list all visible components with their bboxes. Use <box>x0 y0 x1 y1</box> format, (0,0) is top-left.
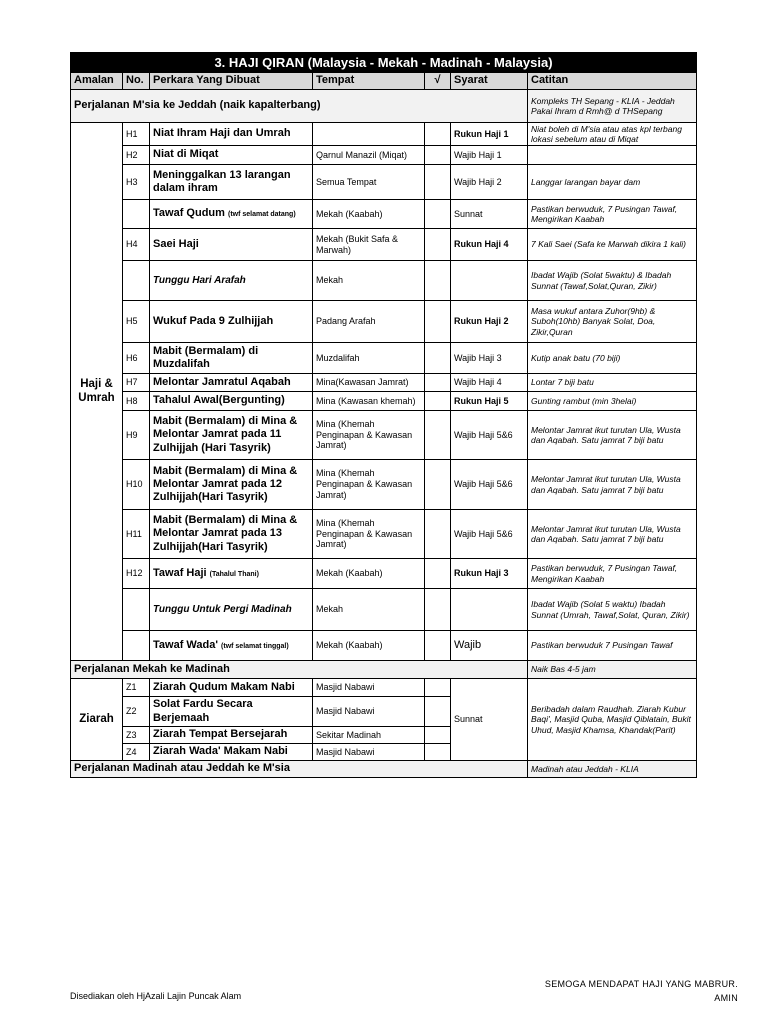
row-number <box>123 631 150 661</box>
table-row <box>71 165 697 200</box>
group-haji-umrah: Haji & Umrah <box>71 123 123 661</box>
footer-closing <box>545 978 738 1005</box>
row-tempat: Mina(Kawasan Jamrat) <box>313 374 425 392</box>
perkara-cell <box>150 343 313 374</box>
perkara-cell <box>150 631 313 661</box>
perkara-cell <box>150 200 313 229</box>
row-check <box>425 631 451 661</box>
row-tempat: Mina (Khemah Penginapan & Kawasan Jamrat) <box>313 460 425 510</box>
row-check <box>425 165 451 200</box>
perkara-cell <box>150 374 313 392</box>
header-perkara: Perkara Yang Dibuat <box>150 73 313 90</box>
row-catitan <box>528 146 697 165</box>
table-row <box>71 200 697 229</box>
row-catitan: Langgar larangan bayar dam <box>528 165 697 200</box>
header-syarat: Syarat <box>451 73 528 90</box>
row-check <box>425 460 451 510</box>
row-tempat: Mekah <box>313 589 425 631</box>
row-syarat: Rukun Haji 2 <box>451 301 528 343</box>
perkara-text: Niat Ihram Haji dan Umrah <box>153 127 291 140</box>
perkara-cell: Ziarah Wada' Makam Nabi <box>150 744 313 761</box>
row-syarat: Wajib Haji 5&6 <box>451 510 528 559</box>
section-row <box>71 761 697 778</box>
perkara-note: (Tahalul Thani) <box>209 570 259 578</box>
row-tempat <box>313 123 425 146</box>
row-syarat: Wajib Haji 2 <box>451 165 528 200</box>
row-check <box>425 679 451 697</box>
ziarah-catitan: Beribadah dalam Raudhah. Ziarah Kubur Baqi', Masjid Quba, Masjid Qiblatain, Bukit Uhud, Masjid Khamsa, Khandak(Parit) <box>528 679 697 761</box>
row-tempat: Mekah (Bukit Safa & Marwah) <box>313 229 425 261</box>
row-number: H7 <box>123 374 150 392</box>
table-row <box>71 301 697 343</box>
table-row <box>71 392 697 411</box>
row-catitan: Niat boleh di M'sia atau atas kpl terbang lokasi sebelum atau di Miqat <box>528 123 697 146</box>
row-catitan: Ibadat Wajib (Solat 5waktu) & Ibadah Sunnat (Tawaf,Solat,Quran, Zikir) <box>528 261 697 301</box>
perkara-cell <box>150 165 313 200</box>
row-check <box>425 123 451 146</box>
row-tempat: Masjid Nabawi <box>313 679 425 697</box>
row-syarat: Rukun Haji 3 <box>451 559 528 589</box>
perkara-text: Mabit (Bermalam) di Muzdalifah <box>153 344 259 370</box>
row-check <box>425 392 451 411</box>
row-check <box>425 200 451 229</box>
row-catitan: 7 Kali Saei (Safa ke Marwah dikira 1 kali) <box>528 229 697 261</box>
perkara-cell <box>150 411 313 460</box>
row-syarat: Wajib Haji 5&6 <box>451 460 528 510</box>
header-amalan: Amalan <box>71 73 123 90</box>
header-check: √ <box>425 73 451 90</box>
row-tempat: Mekah (Kaabah) <box>313 631 425 661</box>
row-number: H11 <box>123 510 150 559</box>
row-syarat <box>451 589 528 631</box>
section-title-madinah-msia: Perjalanan Madinah atau Jeddah ke M'sia <box>71 761 528 778</box>
perkara-text: Wukuf Pada 9 Zulhijjah <box>153 314 274 327</box>
table-row <box>71 343 697 374</box>
row-check <box>425 727 451 744</box>
table-row <box>71 123 697 146</box>
perkara-text: Niat di Miqat <box>153 148 219 161</box>
row-number: H1 <box>123 123 150 146</box>
row-tempat: Muzdalifah <box>313 343 425 374</box>
row-number: Z2 <box>123 697 150 727</box>
perkara-cell <box>150 301 313 343</box>
row-syarat: Wajib <box>451 631 528 661</box>
footer-closing-line2: AMIN <box>714 992 738 1003</box>
row-catitan: Ibadat Wajib (Solat 5 waktu) Ibadah Sunnat (Umrah, Tawaf,Solat, Quran, Zikir) <box>528 589 697 631</box>
row-syarat: Wajib Haji 3 <box>451 343 528 374</box>
table-row <box>71 460 697 510</box>
header-no: No. <box>123 73 150 90</box>
footer-closing-line1: SEMOGA MENDAPAT HAJI YANG MABRUR. <box>544 979 738 989</box>
section-row <box>71 661 697 679</box>
row-number <box>123 589 150 631</box>
row-check <box>425 146 451 165</box>
row-number <box>123 261 150 301</box>
table-row <box>71 411 697 460</box>
row-check <box>425 229 451 261</box>
perkara-text: Mabit (Bermalam) di Mina & Melontar Jamrat pada 12 Zulhijjah(Hari Tasyrik) <box>153 464 298 504</box>
row-number: H5 <box>123 301 150 343</box>
table-row <box>71 229 697 261</box>
perkara-text: Mabit (Bermalam) di Mina & Melontar Jamrat pada 13 Zulhijjah(Hari Tasyrik) <box>153 514 298 553</box>
row-tempat: Sekitar Madinah <box>313 727 425 744</box>
perkara-cell <box>150 392 313 411</box>
row-check <box>425 301 451 343</box>
perkara-text: Meninggalkan 13 larangan dalam ihram <box>153 168 291 194</box>
row-check <box>425 589 451 631</box>
perkara-cell <box>150 261 313 301</box>
table-row <box>71 510 697 559</box>
row-syarat <box>451 261 528 301</box>
row-number: H10 <box>123 460 150 510</box>
row-catitan: Pastikan berwuduk, 7 Pusingan Tawaf, Mengirikan Kaabah <box>528 559 697 589</box>
row-tempat: Mekah <box>313 261 425 301</box>
row-syarat: Sunnat <box>451 200 528 229</box>
row-number: H3 <box>123 165 150 200</box>
row-syarat: Rukun Haji 5 <box>451 392 528 411</box>
perkara-text: Tahalul Awal(Bergunting) <box>153 394 285 407</box>
row-check <box>425 697 451 727</box>
haji-qiran-table <box>70 52 697 778</box>
row-tempat: Mekah (Kaabah) <box>313 200 425 229</box>
perkara-cell: Solat Fardu Secara Berjemaah <box>150 697 313 727</box>
section-title-mekah-madinah: Perjalanan Mekah ke Madinah <box>71 661 528 679</box>
ziarah-syarat: Sunnat <box>451 679 528 761</box>
table-row <box>71 679 697 697</box>
perkara-note: (twf selamat datang) <box>227 211 296 219</box>
row-check <box>425 411 451 460</box>
row-number: H2 <box>123 146 150 165</box>
row-tempat: Masjid Nabawi <box>313 697 425 727</box>
table-row <box>71 261 697 301</box>
group-ziarah: Ziarah <box>71 679 123 761</box>
row-check <box>425 374 451 392</box>
table-row <box>71 559 697 589</box>
row-check <box>425 343 451 374</box>
perkara-note: (twf selamat tinggal) <box>221 642 289 650</box>
row-number: H4 <box>123 229 150 261</box>
row-number: H12 <box>123 559 150 589</box>
row-tempat: Mina (Khemah Penginapan & Kawasan Jamrat) <box>313 510 425 559</box>
row-syarat: Wajib Haji 4 <box>451 374 528 392</box>
row-tempat: Semua Tempat <box>313 165 425 200</box>
row-catitan: Pastikan berwuduk 7 Pusingan Tawaf <box>528 631 697 661</box>
row-tempat: Mekah (Kaabah) <box>313 559 425 589</box>
section-note-msia-jeddah: Kompleks TH Sepang - KLIA - Jeddah Pakai Ihram d Rmh@ d THSepang <box>528 90 697 123</box>
perkara-cell <box>150 510 313 559</box>
row-number <box>123 200 150 229</box>
row-catitan: Melontar Jamrat ikut turutan Ula, Wusta dan Aqabah. Satu jamrat 7 biji batu <box>528 411 697 460</box>
row-check <box>425 559 451 589</box>
section-note-mekah-madinah: Naik Bas 4-5 jam <box>528 661 697 679</box>
footer-prepared-by: Disediakan oleh HjAzali Lajin Puncak Alam <box>70 991 242 1001</box>
row-tempat: Masjid Nabawi <box>313 744 425 761</box>
perkara-text: Melontar Jamratul Aqabah <box>153 375 291 388</box>
row-syarat: Wajib Haji 5&6 <box>451 411 528 460</box>
row-catitan: Masa wukuf antara Zuhor(9hb) & Suboh(10hb) Banyak Solat, Doa, Zikir,Quran <box>528 301 697 343</box>
row-check <box>425 510 451 559</box>
perkara-text: Mabit (Bermalam) di Mina & Melontar Jamrat pada 11 Zulhijjah (Hari Tasyrik) <box>153 415 298 454</box>
perkara-text: Tawaf Qudum <box>153 207 225 220</box>
row-number: H6 <box>123 343 150 374</box>
row-tempat: Mina (Kawasan khemah) <box>313 392 425 411</box>
perkara-cell: Ziarah Tempat Bersejarah <box>150 727 313 744</box>
row-syarat: Rukun Haji 1 <box>451 123 528 146</box>
perkara-text: Tunggu Hari Arafah <box>153 274 246 286</box>
row-catitan: Kutip anak batu (70 biji) <box>528 343 697 374</box>
table-row <box>71 589 697 631</box>
perkara-cell <box>150 589 313 631</box>
perkara-cell <box>150 559 313 589</box>
row-catitan: Gunting rambut (min 3helai) <box>528 392 697 411</box>
row-tempat: Qarnul Manazil (Miqat) <box>313 146 425 165</box>
table-row <box>71 631 697 661</box>
perkara-text: Saei Haji <box>153 237 199 250</box>
table-row <box>71 374 697 392</box>
perkara-cell <box>150 460 313 510</box>
row-catitan: Pastikan berwuduk, 7 Pusingan Tawaf, Mengirikan Kaabah <box>528 200 697 229</box>
header-tempat: Tempat <box>313 73 425 90</box>
perkara-cell <box>150 229 313 261</box>
row-tempat: Mina (Khemah Penginapan & Kawasan Jamrat) <box>313 411 425 460</box>
row-tempat: Padang Arafah <box>313 301 425 343</box>
row-number: H9 <box>123 411 150 460</box>
row-syarat: Wajib Haji 1 <box>451 146 528 165</box>
row-syarat: Rukun Haji 4 <box>451 229 528 261</box>
section-title-msia-jeddah: Perjalanan M'sia ke Jeddah (naik kapalterbang) <box>71 90 528 123</box>
row-catitan: Melontar Jamrat ikut turutan Ula, Wusta dan Aqabah. Satu jamrat 7 biji batu <box>528 510 697 559</box>
table-title: 3. HAJI QIRAN (Malaysia - Mekah - Madinah - Malaysia) <box>71 53 697 73</box>
perkara-text: Tawaf Wada' <box>153 638 218 651</box>
row-catitan: Melontar Jamrat ikut turutan Ula, Wusta dan Aqabah. Satu jamrat 7 biji batu <box>528 460 697 510</box>
section-note-madinah-msia: Madinah atau Jeddah - KLIA <box>528 761 697 778</box>
row-check <box>425 744 451 761</box>
row-number: H8 <box>123 392 150 411</box>
perkara-cell: Ziarah Qudum Makam Nabi <box>150 679 313 697</box>
perkara-cell <box>150 123 313 146</box>
table-row <box>71 146 697 165</box>
perkara-text: Tunggu Untuk Pergi Madinah <box>153 603 292 615</box>
perkara-cell <box>150 146 313 165</box>
header-catitan: Catitan <box>528 73 697 90</box>
perkara-text: Tawaf Haji <box>153 566 207 579</box>
row-check <box>425 261 451 301</box>
row-catitan: Lontar 7 biji batu <box>528 374 697 392</box>
row-number: Z4 <box>123 744 150 761</box>
row-number: Z3 <box>123 727 150 744</box>
row-number: Z1 <box>123 679 150 697</box>
